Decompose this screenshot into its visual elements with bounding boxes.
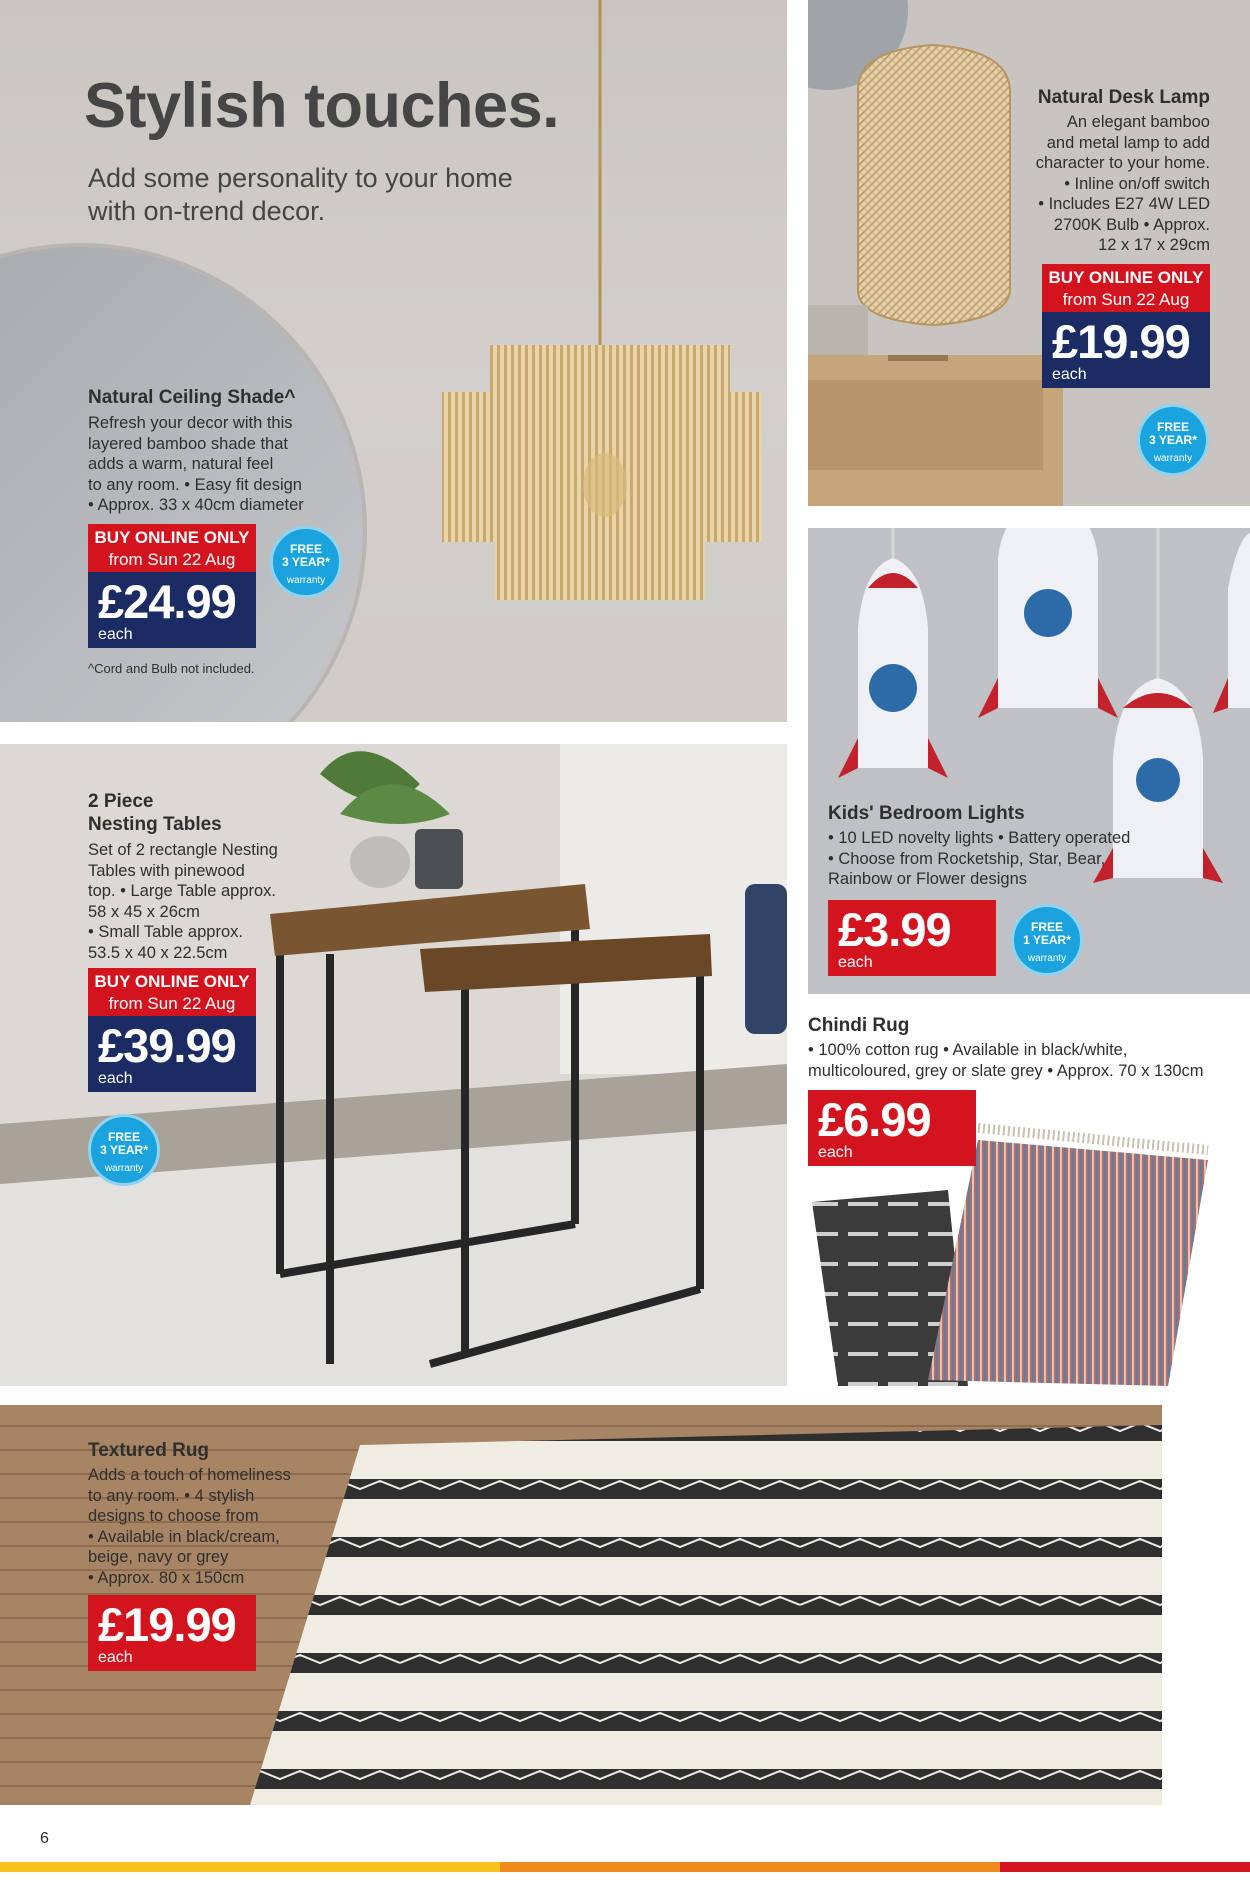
- bedroom-lights-description: • 10 LED novelty lights • Battery operated • Choose from Rocketship, Star, Bear, Rainbow or Flower designs: [828, 829, 1131, 888]
- desk-lamp-description: An elegant bamboo and metal lamp to add character to your home. • Inline on/off switch • Includes E27 4W LED 2700K Bulb • Approx. 12 x 17 x 29cm: [1035, 113, 1210, 254]
- nesting-tables-online-banner: BUY ONLINE ONLY from Sun 22 Aug: [88, 968, 256, 1019]
- rocket-light-2: [978, 528, 1118, 718]
- bedroom-lights-price-tag: £3.99 each: [828, 900, 996, 976]
- rocket-light-1: [838, 528, 948, 778]
- nesting-tables-panel: [0, 744, 787, 1386]
- chindi-rug-description: • 100% cotton rug • Available in black/white, multicoloured, grey or slate grey • Approx. 70 x 130cm: [808, 1041, 1204, 1080]
- hero-subheadline: Add some personality to your home with on-trend decor.: [88, 163, 513, 226]
- chindi-rug-name: Chindi Rug: [808, 1015, 910, 1036]
- ceiling-shade-price-tag: £24.99 each: [88, 572, 256, 648]
- chindi-rug-price-tag: £6.99 each: [808, 1090, 976, 1166]
- nesting-tables-description: Set of 2 rectangle Nesting Tables with pinewood top. • Large Table approx. 58 x 45 x 26cm • Small Table approx. 53.5 x 40 x 22.5cm: [88, 841, 278, 962]
- desk-lamp-online-banner: BUY ONLINE ONLY from Sun 22 Aug: [1042, 264, 1210, 315]
- hero-headline: Stylish touches.: [84, 71, 560, 141]
- desk-lamp-price-tag: £19.99 each: [1042, 312, 1210, 388]
- footer-stripe: [0, 1862, 1250, 1872]
- chindi-rug-price: £6.99: [818, 1093, 931, 1146]
- nesting-tables-name: 2 Piece Nesting Tables: [88, 791, 222, 835]
- ceiling-shade-warranty-badge: FREE 3 YEAR* warranty: [270, 526, 342, 598]
- bedroom-lights-warranty-badge: FREE 1 YEAR* warranty: [1011, 904, 1083, 976]
- textured-rug-price: £19.99: [98, 1598, 236, 1651]
- desk-lamp-name: Natural Desk Lamp: [1037, 87, 1210, 108]
- ceiling-shade-online-banner: BUY ONLINE ONLY from Sun 22 Aug: [88, 524, 256, 575]
- textured-rug-price-tag: £19.99 each: [88, 1595, 256, 1671]
- footer-stripe-red: [1000, 1862, 1250, 1872]
- chindi-rug-panel: [808, 1010, 1250, 1386]
- textured-rug-description: Adds a touch of homeliness to any room. • 4 stylish designs to choose from • Available in black/cream, beige, navy or grey • Approx. 80 x 150cm: [88, 1466, 291, 1587]
- desk-lamp-panel: [808, 0, 1250, 506]
- ceiling-shade-footnote: ^Cord and Bulb not included.: [88, 661, 255, 676]
- rocket-light-4: [1213, 533, 1250, 713]
- bedroom-lights-name: Kids' Bedroom Lights: [828, 803, 1025, 824]
- bedroom-lights-panel: [808, 528, 1250, 994]
- ceiling-shade-description: Refresh your decor with this layered bamboo shade that adds a warm, natural feel to any room. • Easy fit design • Approx. 33 x 40cm diameter: [88, 414, 304, 514]
- textured-rug-panel: [0, 1405, 1162, 1805]
- bedroom-lights-price: £3.99: [838, 903, 951, 956]
- ceiling-shade-name: Natural Ceiling Shade^: [88, 387, 296, 408]
- ceiling-shade-price: £24.99: [98, 575, 236, 628]
- nesting-tables-warranty-badge: FREE 3 YEAR* warranty: [88, 1114, 160, 1186]
- nesting-tables-price: £39.99: [98, 1019, 236, 1072]
- footer-stripe-orange: [500, 1862, 1000, 1872]
- nesting-tables-price-tag: £39.99 each: [88, 1016, 256, 1092]
- page-number: 6: [40, 1830, 49, 1847]
- desk-lamp-warranty-badge: FREE 3 YEAR* warranty: [1137, 404, 1209, 476]
- desk-lamp-price: £19.99: [1052, 315, 1190, 368]
- textured-rug-name: Textured Rug: [88, 1440, 210, 1461]
- footer-stripe-yellow: [0, 1862, 500, 1872]
- ceiling-shade-panel: [0, 0, 787, 722]
